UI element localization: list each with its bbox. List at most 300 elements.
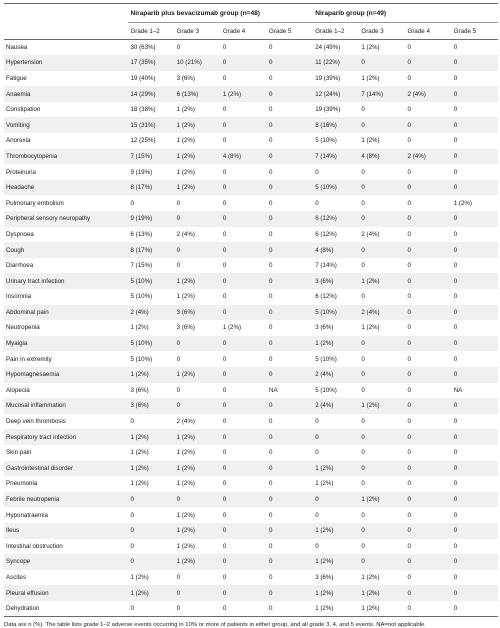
grade-count-cell: 0 (267, 149, 313, 165)
grade-count-cell: 6 (12%) (315, 230, 337, 238)
grade-count-cell: 0 (453, 262, 458, 270)
grade-count-cell: 0 (359, 461, 405, 477)
grade-count-cell: 0 (221, 336, 267, 352)
table-row (4, 398, 498, 414)
grade-count-cell: 0 (361, 168, 365, 176)
grade-count-cell: 3 (6%) (128, 398, 174, 414)
grade-count-cell: 5 (10%) (130, 293, 153, 301)
table-row (4, 507, 498, 523)
grade-header: Grade 5 (452, 23, 498, 40)
adverse-event-name: Gastrointestinal disorder (4, 461, 128, 477)
grade-count-cell: 19 (40%) (130, 74, 156, 82)
grade-count-cell: 1 (2%) (176, 137, 195, 145)
grade-count-cell: 2 (4%) (176, 230, 195, 238)
grade-count-cell: 0 (452, 242, 498, 258)
grade-count-cell: 0 (269, 511, 273, 519)
grade-count-cell: 0 (359, 180, 405, 196)
grade-count-cell: 0 (407, 324, 411, 332)
grade-count-cell: 0 (313, 429, 359, 445)
table-row (4, 461, 498, 477)
grade-count-cell: 0 (175, 242, 221, 258)
grade-count-cell: 5 (10%) (128, 336, 174, 352)
grade-count-cell: 0 (452, 492, 498, 508)
grade-count-cell: 17 (35%) (128, 55, 174, 71)
grade-count-cell: 0 (267, 601, 313, 617)
adverse-event-name: Anorexia (6, 137, 31, 145)
grade-count-cell: 0 (221, 211, 267, 227)
grade-count-cell: 1 (2%) (221, 86, 267, 102)
adverse-events-table (4, 3, 498, 617)
grade-count-cell: 0 (315, 168, 319, 176)
table-row (4, 383, 498, 399)
grade-count-cell: 1 (2%) (130, 573, 149, 581)
table-row (4, 195, 498, 211)
grade-count-cell: 2 (4%) (361, 230, 380, 238)
grade-count-cell: 0 (406, 554, 452, 570)
grade-count-cell: 0 (452, 273, 498, 289)
adverse-event-name: Dehydration (4, 601, 128, 617)
grade-count-cell: 0 (407, 418, 411, 426)
grade-count-cell: 0 (406, 367, 452, 383)
grade-count-cell: 1 (2%) (313, 601, 359, 617)
row-label-header (4, 4, 128, 23)
grade-count-cell: NA (453, 386, 463, 394)
table-row (4, 102, 498, 118)
grade-count-cell: 1 (2%) (175, 367, 221, 383)
grade-count-cell: 0 (176, 573, 181, 581)
grade-count-cell: 9 (19%) (128, 211, 174, 227)
grade-count-cell: 1 (2%) (128, 367, 174, 383)
grade-count-cell: 4 (8%) (359, 149, 405, 165)
grade-count-cell: 0 (130, 418, 134, 426)
grade-count-cell: 0 (359, 242, 405, 258)
grade-count-cell: 0 (269, 573, 273, 581)
grade-count-cell: 12 (25%) (130, 137, 156, 145)
grade-count-cell: 0 (359, 429, 405, 445)
adverse-event-name: Thrombocytopenia (4, 149, 128, 165)
grade-count-cell: 1 (2%) (361, 137, 380, 145)
grade-count-cell: 0 (267, 429, 313, 445)
adverse-event-name: Pain in extremity (6, 355, 52, 363)
adverse-event-name: Deep vein thrombosis (6, 418, 66, 426)
grade-count-cell: 0 (406, 336, 452, 352)
grade-count-cell: 19 (39%) (315, 106, 341, 114)
grade-count-cell: 6 (12%) (313, 211, 359, 227)
table-row (4, 211, 498, 227)
grade-count-cell: 0 (406, 585, 452, 601)
grade-count-cell: 0 (221, 180, 267, 196)
table-header (4, 4, 498, 40)
grade-count-cell: 0 (406, 180, 452, 196)
grade-count-cell: 0 (221, 601, 267, 617)
grade-count-cell: 0 (269, 449, 273, 457)
grade-count-cell: 8 (16%) (313, 117, 359, 133)
grade-count-cell: 0 (269, 199, 273, 207)
grade-count-cell: 0 (406, 55, 452, 71)
grade-count-cell: 0 (222, 511, 227, 519)
grade-count-cell: 0 (361, 293, 365, 301)
grade-count-cell: 0 (315, 542, 319, 550)
grade-count-cell: 0 (407, 168, 411, 176)
grade-count-cell: 1 (2%) (176, 542, 195, 550)
adverse-event-name: Myalgia (4, 336, 128, 352)
grade-count-cell: 7 (14%) (359, 86, 405, 102)
grade-count-cell: 1 (2%) (176, 511, 195, 519)
grade-count-cell: 0 (406, 429, 452, 445)
grade-count-cell: 0 (267, 211, 313, 227)
grade-count-cell: 1 (2%) (313, 523, 359, 539)
table-row (4, 273, 498, 289)
table-row (4, 164, 498, 180)
grade-count-cell: 2 (4%) (359, 305, 405, 321)
grade-count-cell: 0 (176, 386, 181, 394)
grade-count-cell: 0 (407, 386, 411, 394)
grade-count-cell: 0 (176, 44, 181, 52)
grade-count-cell: 2 (4%) (313, 398, 359, 414)
grade-count-cell: 0 (361, 262, 365, 270)
grade-count-cell: 0 (222, 573, 227, 581)
table-row (4, 445, 498, 461)
table-row (4, 320, 498, 336)
grade-count-cell: 6 (13%) (130, 230, 153, 238)
grade-count-cell: 0 (128, 523, 174, 539)
grade-count-cell: 1 (2%) (313, 585, 359, 601)
grade-count-cell: 0 (452, 461, 498, 477)
grade-count-cell: 7 (15%) (128, 149, 174, 165)
grade-count-cell: 0 (222, 74, 227, 82)
grade-count-cell: 1 (2%) (175, 429, 221, 445)
grade-count-cell: 0 (221, 242, 267, 258)
grade-count-cell: 0 (359, 55, 405, 71)
group-header-row (4, 4, 498, 23)
grade-count-cell: 0 (221, 461, 267, 477)
grade-count-cell: 5 (10%) (315, 386, 337, 394)
grade-count-cell: 0 (453, 74, 458, 82)
grade-count-cell: 0 (269, 418, 273, 426)
grade-count-cell: 0 (361, 511, 365, 519)
grade-header: Grade 5 (267, 23, 313, 40)
grade-count-cell: 1 (2%) (315, 480, 334, 488)
table-row (4, 523, 498, 539)
table-row (4, 492, 498, 508)
table-row (4, 55, 498, 71)
adverse-event-name: Diarrhoea (6, 262, 34, 270)
table-row (4, 539, 498, 555)
grade-header: Grade 4 (406, 23, 452, 40)
table-row (4, 429, 498, 445)
grade-count-cell: 0 (359, 554, 405, 570)
table-row (4, 305, 498, 321)
adverse-event-name: Constipation (6, 106, 41, 114)
grade-count-cell: 0 (175, 601, 221, 617)
grade-count-cell: 0 (269, 168, 273, 176)
grade-count-cell: 0 (221, 523, 267, 539)
grade-count-cell: 0 (407, 230, 411, 238)
grade-count-cell: 1 (2%) (130, 324, 149, 332)
grade-count-cell: 1 (2%) (175, 273, 221, 289)
grade-count-cell: 0 (269, 106, 273, 114)
adverse-event-name: Insomnia (6, 293, 32, 301)
grade-count-cell: 0 (407, 355, 411, 363)
grade-count-cell: 0 (361, 542, 365, 550)
grade-count-cell: 0 (453, 44, 458, 52)
grade-count-cell: 12 (24%) (313, 86, 359, 102)
grade-count-cell: 0 (407, 106, 411, 114)
table-row (4, 86, 498, 102)
grade-count-cell: 0 (269, 542, 273, 550)
grade-count-cell: 0 (176, 199, 181, 207)
grade-count-cell: 0 (361, 106, 365, 114)
grade-count-cell: 0 (221, 492, 267, 508)
grade-count-cell: 1 (2%) (128, 429, 174, 445)
grade-count-cell: 5 (10%) (313, 180, 359, 196)
grade-count-cell: 3 (6%) (176, 74, 195, 82)
grade-count-cell: 0 (361, 355, 365, 363)
grade-count-cell: 3 (6%) (176, 324, 195, 332)
grade-count-cell: 0 (269, 44, 273, 52)
grade-count-cell: 0 (406, 211, 452, 227)
grade-count-cell: 18 (38%) (130, 106, 156, 114)
grade-count-cell: 0 (406, 273, 452, 289)
adverse-event-name: Anaemia (4, 86, 128, 102)
adverse-event-name: Respiratory tract infection (4, 429, 128, 445)
adverse-event-name: Mucosal inflammation (4, 398, 128, 414)
grade-count-cell: 1 (2%) (361, 573, 380, 581)
adverse-event-name: Neutropenia (6, 324, 40, 332)
grade-count-cell: 0 (269, 137, 273, 145)
grade-count-cell: 0 (222, 44, 227, 52)
grade-count-cell: 0 (222, 168, 227, 176)
grade-count-cell: 0 (361, 449, 365, 457)
grade-count-cell: 14 (29%) (128, 86, 174, 102)
grade-count-cell: 0 (267, 242, 313, 258)
grade-count-cell: 6 (12%) (315, 293, 337, 301)
grade-count-cell: 0 (221, 273, 267, 289)
adverse-event-name: Dyspnoea (6, 230, 34, 238)
grade-count-cell: 0 (221, 398, 267, 414)
grade-count-cell: 0 (406, 492, 452, 508)
grade-count-cell: 5 (10%) (315, 137, 337, 145)
grade-count-cell: 0 (406, 398, 452, 414)
table-row (4, 351, 498, 367)
grade-count-cell: 0 (453, 573, 458, 581)
table-row (4, 570, 498, 586)
grade-count-cell: 0 (452, 336, 498, 352)
grade-count-cell: 1 (2%) (313, 461, 359, 477)
grade-count-cell: 0 (453, 542, 458, 550)
grade-count-cell: 0 (452, 117, 498, 133)
grade-count-cell: 1 (2%) (128, 585, 174, 601)
grade-count-cell: 0 (222, 480, 227, 488)
grade-count-cell: 3 (6%) (130, 386, 149, 394)
grade-count-cell: 0 (406, 117, 452, 133)
grade-count-cell: 0 (267, 117, 313, 133)
grade-count-cell: 1 (2%) (313, 554, 359, 570)
grade-count-cell: 7 (15%) (130, 262, 153, 270)
table-row (4, 336, 498, 352)
grade-count-cell: 0 (452, 523, 498, 539)
adverse-event-name: Urinary tract infection (4, 273, 128, 289)
grade-count-cell: 0 (128, 492, 174, 508)
grade-count-cell: 6 (13%) (175, 86, 221, 102)
adverse-event-name: Alopecia (6, 386, 30, 394)
grade-count-cell: 1 (2%) (359, 398, 405, 414)
grade-count-cell: 3 (6%) (313, 273, 359, 289)
adverse-event-name: Headache (4, 180, 128, 196)
grade-count-cell: 0 (222, 355, 227, 363)
grade-count-cell: 1 (2%) (176, 106, 195, 114)
table-row (4, 227, 498, 243)
adverse-event-name: Syncope (4, 554, 128, 570)
adverse-event-name: Ileus (4, 523, 128, 539)
grade-count-cell: 10 (21%) (175, 55, 221, 71)
adverse-event-name: Pneumonia (6, 480, 38, 488)
grade-count-cell: 0 (222, 137, 227, 145)
grade-count-cell: 0 (130, 542, 134, 550)
grade-count-cell: 0 (130, 511, 134, 519)
grade-count-cell: 0 (269, 262, 273, 270)
grade-count-cell: 0 (267, 367, 313, 383)
grade-count-cell: 0 (221, 55, 267, 71)
grade-count-cell: 0 (407, 511, 411, 519)
grade-count-cell: 1 (2%) (313, 336, 359, 352)
adverse-event-name: Vomiting (4, 117, 128, 133)
grade-count-cell: 0 (406, 601, 452, 617)
grade-count-cell: 1 (2%) (359, 273, 405, 289)
grade-count-cell: 0 (175, 492, 221, 508)
grade-count-cell: 30 (63%) (130, 44, 156, 52)
grade-count-cell: 0 (222, 230, 227, 238)
grade-count-cell: 0 (453, 106, 458, 114)
grade-count-cell: 15 (31%) (128, 117, 174, 133)
grade-count-cell: 0 (315, 418, 319, 426)
grade-count-cell: 0 (315, 199, 319, 207)
table-row (4, 601, 498, 617)
grade-count-cell: 0 (269, 324, 273, 332)
group-a-header: Niraparib plus bevacizumab group (n=48) (128, 4, 313, 23)
grade-count-cell: 0 (359, 367, 405, 383)
grade-count-cell: 0 (359, 117, 405, 133)
grade-count-cell: 0 (222, 449, 227, 457)
grade-count-cell: 1 (2%) (176, 168, 195, 176)
grade-count-cell: 0 (407, 137, 411, 145)
grade-count-cell: 0 (452, 180, 498, 196)
grade-header: Grade 3 (175, 23, 221, 40)
grade-count-cell: 0 (221, 367, 267, 383)
grade-count-cell: 2 (4%) (313, 367, 359, 383)
grade-count-cell: 1 (2%) (175, 149, 221, 165)
grade-count-cell: 0 (453, 418, 458, 426)
grade-count-cell: 0 (267, 86, 313, 102)
grade-count-cell: 0 (267, 273, 313, 289)
grade-count-cell: 0 (221, 305, 267, 321)
grade-count-cell: 0 (452, 585, 498, 601)
grade-header-row (4, 23, 498, 40)
grade-count-cell: 1 (2%) (175, 554, 221, 570)
grade-count-cell: 0 (175, 585, 221, 601)
grade-count-cell: 0 (175, 398, 221, 414)
grade-count-cell: 0 (407, 74, 411, 82)
grade-count-cell: 5 (10%) (315, 355, 337, 363)
adverse-event-name: Intestinal obstruction (6, 542, 63, 550)
grade-count-cell: 0 (407, 44, 411, 52)
grade-count-cell: 0 (359, 523, 405, 539)
grade-count-cell: 0 (452, 367, 498, 383)
grade-count-cell: 0 (452, 554, 498, 570)
grade-count-cell: 7 (14%) (313, 149, 359, 165)
grade-count-cell: 0 (269, 230, 273, 238)
grade-count-cell: 0 (452, 86, 498, 102)
table-row (4, 149, 498, 165)
grade-count-cell: 3 (6%) (175, 305, 221, 321)
grade-count-cell: 0 (269, 293, 273, 301)
grade-count-cell: 1 (2%) (222, 324, 242, 332)
grade-count-cell: 24 (49%) (315, 44, 341, 52)
grade-count-cell: 1 (2%) (453, 199, 472, 207)
grade-count-cell: 0 (452, 398, 498, 414)
grade-count-cell: 1 (2%) (359, 492, 405, 508)
table-row (4, 133, 498, 149)
grade-count-cell: 7 (14%) (315, 262, 337, 270)
table-row (4, 180, 498, 196)
grade-count-cell: 0 (313, 492, 359, 508)
table-row (4, 554, 498, 570)
grade-count-cell: 0 (453, 324, 458, 332)
grade-count-cell: 5 (10%) (130, 355, 153, 363)
grade-count-cell: 0 (407, 293, 411, 301)
table-body (4, 40, 498, 617)
grade-count-cell: 0 (361, 418, 365, 426)
grade-count-cell: 0 (221, 554, 267, 570)
grade-count-cell: 1 (2%) (359, 585, 405, 601)
grade-count-cell: 0 (407, 480, 411, 488)
grade-count-cell: 0 (407, 449, 411, 457)
grade-count-cell: 0 (453, 230, 458, 238)
row-label-subheader (4, 23, 128, 40)
grade-count-cell: 0 (452, 305, 498, 321)
grade-count-cell: 0 (222, 106, 227, 114)
grade-count-cell: 0 (222, 386, 227, 394)
grade-count-cell: 0 (222, 262, 227, 270)
grade-header: Grade 1–2 (128, 23, 174, 40)
grade-count-cell: 0 (407, 262, 411, 270)
grade-count-cell: 0 (267, 305, 313, 321)
grade-count-cell: 4 (8%) (313, 242, 359, 258)
grade-count-cell: 2 (4%) (406, 86, 452, 102)
grade-count-cell: 0 (267, 523, 313, 539)
grade-count-cell: 0 (315, 511, 319, 519)
grade-count-cell: 0 (269, 355, 273, 363)
adverse-event-name: Febrile neutropenia (4, 492, 128, 508)
adverse-event-name: Hypertension (4, 55, 128, 71)
grade-count-cell: 1 (2%) (361, 44, 380, 52)
grade-count-cell: 1 (2%) (175, 523, 221, 539)
grade-count-cell: 11 (22%) (313, 55, 359, 71)
grade-count-cell: 0 (452, 55, 498, 71)
grade-count-cell: 19 (39%) (315, 74, 341, 82)
grade-count-cell: 0 (453, 511, 458, 519)
grade-count-cell: 8 (17%) (128, 242, 174, 258)
grade-count-cell: 0 (221, 585, 267, 601)
table-row (4, 367, 498, 383)
grade-count-cell: 1 (2%) (130, 449, 149, 457)
table-row (4, 71, 498, 87)
grade-count-cell: 1 (2%) (175, 180, 221, 196)
grade-count-cell: 0 (453, 293, 458, 301)
grade-count-cell: 0 (222, 293, 227, 301)
grade-count-cell: 0 (453, 449, 458, 457)
grade-count-cell: 0 (406, 305, 452, 321)
